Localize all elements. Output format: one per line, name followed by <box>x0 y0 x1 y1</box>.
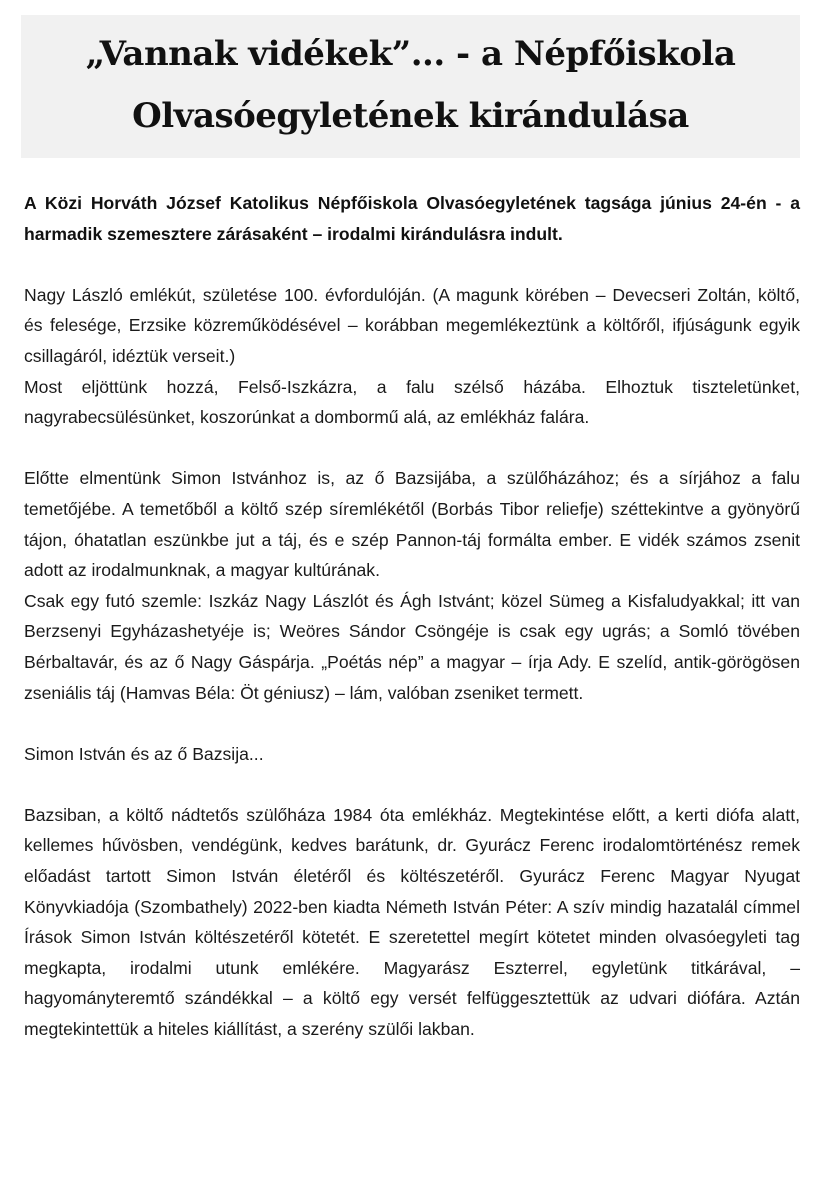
spacer <box>24 708 800 739</box>
article-paragraph-memorial: Nagy László emlékút, születése 100. évfordulóján. (A magunk körében – Devecseri Zoltán, költő, és felesége, Erzsike közreműködésével – korábban megemlékeztünk a költőről, ifjúságunk egyik csillagáról, idéztük verseit.) <box>24 284 800 366</box>
page-title-line-1: „Vannak vidékek”... - a Népfőiskola <box>85 34 736 74</box>
article-paragraph-bazsi-visit: Előtte elmentünk Simon Istvánhoz is, az ő Bazsijába, a szülőházához; és a sírjához a falu temetőjébe. A temetőből a költő szép síremlékétől (Borbás Tibor reliefje) széttekintve a gyönyörű tájon, óhatatlan eszünkbe jut a táj, és e szép Pannon-táj formálta ember. E vidék számos zsenit adott az irodalmunknak, a magyar kultúrának. <box>24 468 800 581</box>
article-paragraph-region: Csak egy futó szemle: Iszkáz Nagy Lászlót és Ágh Istvánt; közel Sümeg a Kisfaludyakkal; itt van Berzsenyi Egyházashetyéje is; Weöres Sándor Csöngéje is csak egy ugrás; a Somló tövében Bérbaltavár, és az ő Nagy Gáspárja. „Poétás nép” a magyar – írja Ady. E szelíd, antik-görögösen zseniális táj (Hamvas Béla: Öt géniusz) – lám, valóban zseniket termett. <box>24 590 800 703</box>
page-title-line-2: Olvasóegyletének kirándulása <box>132 96 689 136</box>
article-subheading: Simon István és az ő Bazsija... <box>24 743 264 764</box>
spacer <box>24 249 800 280</box>
article-body <box>24 188 800 1045</box>
spacer <box>24 769 800 800</box>
spacer <box>24 433 800 464</box>
title-banner <box>21 15 800 158</box>
article-lead: A Közi Horváth József Katolikus Népfőiskola Olvasóegyletének tagsága június 24-én - a harmadik szemesztere zárásaként – irodalmi kirándulásra indult. <box>24 193 800 244</box>
article-paragraph-memorial-house: Bazsiban, a költő nádtetős szülőháza 1984 óta emlékház. Megtekintése előtt, a kerti diófa alatt, kellemes hűvösben, vendégünk, kedves barátunk, dr. Gyurácz Ferenc irodalomtörténész remek előadást tartott Simon István életéről és költészetéről. Gyurácz Ferenc Magyar Nyugat Könyvkiadója (Szombathely) 2022-ben kiadta Németh István Péter: A szív mindig hazatalál címmel Írások Simon István költészetéről kötetét. E szeretettel megírt kötetet minden olvasóegyleti tag megkapta, irodalmi utunk emlékére. Magyarász Eszterrel, egyletünk titkárával, – hagyományteremtő szándékkal – a költő egy versét felfüggesztettük az udvari diófára. Aztán megtekintettük a hiteles kiállítást, a szerény szülői lakban. <box>24 804 800 1040</box>
article-paragraph-iszkaz: Most eljöttünk hozzá, Felső-Iszkázra, a falu szélső házába. Elhoztuk tiszteletünket, nagyrabecsülésünket, koszorúnkat a dombormű alá, az emlékház falára. <box>24 376 800 428</box>
